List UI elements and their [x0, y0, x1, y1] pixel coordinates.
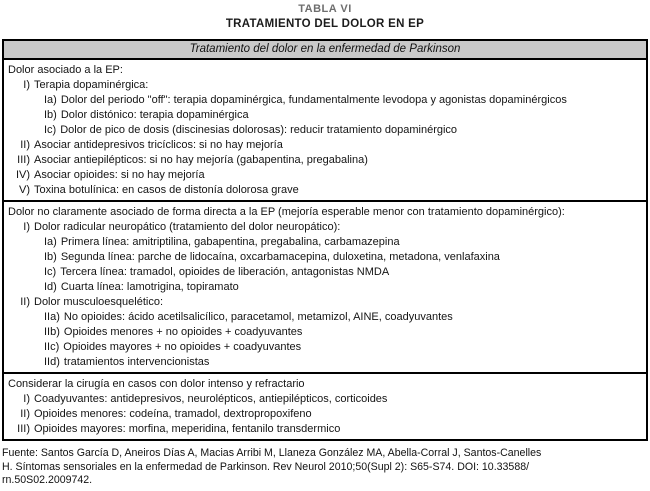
table-row: [8, 265, 642, 280]
table-row: [8, 355, 642, 370]
row-marker: IIa): [44, 311, 60, 323]
source-line: rn.50S02.2009742.: [2, 474, 93, 486]
table-row: [8, 280, 642, 295]
row-text: Asociar antidepresivos tricíclicos: si no hay mejoría: [34, 139, 283, 151]
row-marker: V): [19, 184, 30, 196]
table-row: [8, 235, 642, 250]
row-marker: II): [20, 408, 30, 420]
row-text: Opioides mayores + no opioides + coadyuvantes: [63, 341, 302, 353]
table-row: [8, 392, 642, 407]
row-text: Asociar opioides: si no hay mejoría: [34, 169, 205, 181]
table-row: [8, 295, 642, 310]
row-marker: III): [17, 154, 30, 166]
row-marker: Ib): [44, 251, 57, 263]
row-text: Opioides mayores: morfina, meperidina, fentanilo transdermico: [34, 423, 341, 435]
table-row: [8, 407, 642, 422]
row-text: Opioides menores + no opioides + coadyuvantes: [63, 326, 303, 338]
row-text: Segunda línea: parche de lidocaína, oxcarbamacepina, duloxetina, metadona, venlafaxina: [60, 251, 500, 263]
row-text: Asociar antiepilépticos: si no hay mejoría (gabapentina, pregabalina): [34, 154, 368, 166]
table-row: [8, 422, 642, 437]
row-text: Dolor asociado a la EP:: [8, 64, 123, 76]
table-section-dolor-asociado: [4, 60, 646, 200]
table-section-cirugia: [4, 372, 646, 439]
table-row: [8, 168, 642, 183]
table-row: [8, 123, 642, 138]
row-text: tratamientos intervencionistas: [63, 356, 210, 368]
row-marker: Ib): [44, 109, 57, 121]
row-marker: IIb): [44, 326, 60, 338]
row-text: Primera línea: amitriptilina, gabapentina, pregabalina, carbamazepina: [60, 236, 400, 248]
row-text: Considerar la cirugía en casos con dolor intenso y refractario: [8, 378, 305, 390]
row-marker: IV): [15, 169, 30, 181]
row-marker: I): [23, 221, 30, 233]
row-marker: I): [23, 393, 30, 405]
table-row: [8, 108, 642, 123]
table-row: [8, 325, 642, 340]
row-text: Opioides menores: codeína, tramadol, dextropropoxifeno: [34, 408, 312, 420]
row-text: Coadyuvantes: antidepresivos, neurolépticos, antiepilépticos, corticoides: [34, 393, 388, 405]
table-row: [8, 183, 642, 198]
table-row: [8, 377, 642, 392]
row-text: Dolor distónico: terapia dopaminérgica: [60, 109, 249, 121]
row-text: Dolor del periodo "off": terapia dopaminérgica, fundamentalmente levodopa y agonistas dopaminérgicos: [60, 94, 567, 106]
table-row: [8, 93, 642, 108]
row-text: No opioides: ácido acetilsalicílico, paracetamol, metamizol, AINE, coadyuvantes: [63, 311, 453, 323]
row-marker: Ia): [44, 236, 57, 248]
row-marker: IIc): [44, 341, 60, 353]
table-header-label: Tratamiento del dolor en la enfermedad de Parkinson: [189, 43, 461, 55]
row-text: Dolor radicular neuropático (tratamiento del dolor neuropático):: [34, 221, 341, 233]
row-text: Dolor de pico de dosis (discinesias dolorosas): reducir tratamiento dopaminérgico: [60, 124, 458, 136]
row-marker: Ia): [44, 94, 57, 106]
table-row: [8, 205, 642, 220]
row-marker: Ic): [44, 266, 57, 278]
row-marker: II): [20, 296, 30, 308]
row-marker: Id): [44, 281, 57, 293]
table-row: [8, 153, 642, 168]
row-text: Cuarta línea: lamotrigina, topiramato: [60, 281, 239, 293]
source-line: Fuente: Santos García D, Aneiros Días A, Macias Arribi M, Llaneza González MA, Abella-Corral J, Santos-Canelles: [2, 447, 542, 459]
table-row: [8, 340, 642, 355]
table-row: [8, 78, 642, 93]
table-header-bar: [2, 39, 648, 60]
row-marker: Ic): [44, 124, 57, 136]
row-marker: III): [17, 423, 30, 435]
table-row: [8, 220, 642, 235]
table-row: [8, 310, 642, 325]
row-marker: I): [23, 79, 30, 91]
table-section-dolor-no-asociado: [4, 200, 646, 372]
table-number: TABLA VI: [298, 3, 352, 15]
source-citation: [2, 447, 648, 488]
row-marker: IId): [44, 356, 60, 368]
table-title: TRATAMIENTO DEL DOLOR EN EP: [225, 18, 425, 30]
table-caption: [0, 0, 650, 31]
table-body: [2, 60, 648, 441]
row-text: Dolor no claramente asociado de forma directa a la EP (mejoría esperable menor con tratamiento dopaminérgico):: [8, 206, 565, 218]
table-row: [8, 63, 642, 78]
row-text: Dolor musculoesquelético:: [34, 296, 164, 308]
table-row: [8, 138, 642, 153]
row-text: Toxina botulínica: en casos de distonía dolorosa grave: [34, 184, 299, 196]
row-marker: II): [20, 139, 30, 151]
source-line: H. Síntomas sensoriales en la enfermedad de Parkinson. Rev Neurol 2010;50(Supl 2): S65-S74. DOI: 10.33588/: [2, 460, 530, 473]
table-row: [8, 250, 642, 265]
row-text: Terapia dopaminérgica:: [34, 79, 149, 91]
row-text: Tercera línea: tramadol, opioides de liberación, antagonistas NMDA: [60, 266, 390, 278]
